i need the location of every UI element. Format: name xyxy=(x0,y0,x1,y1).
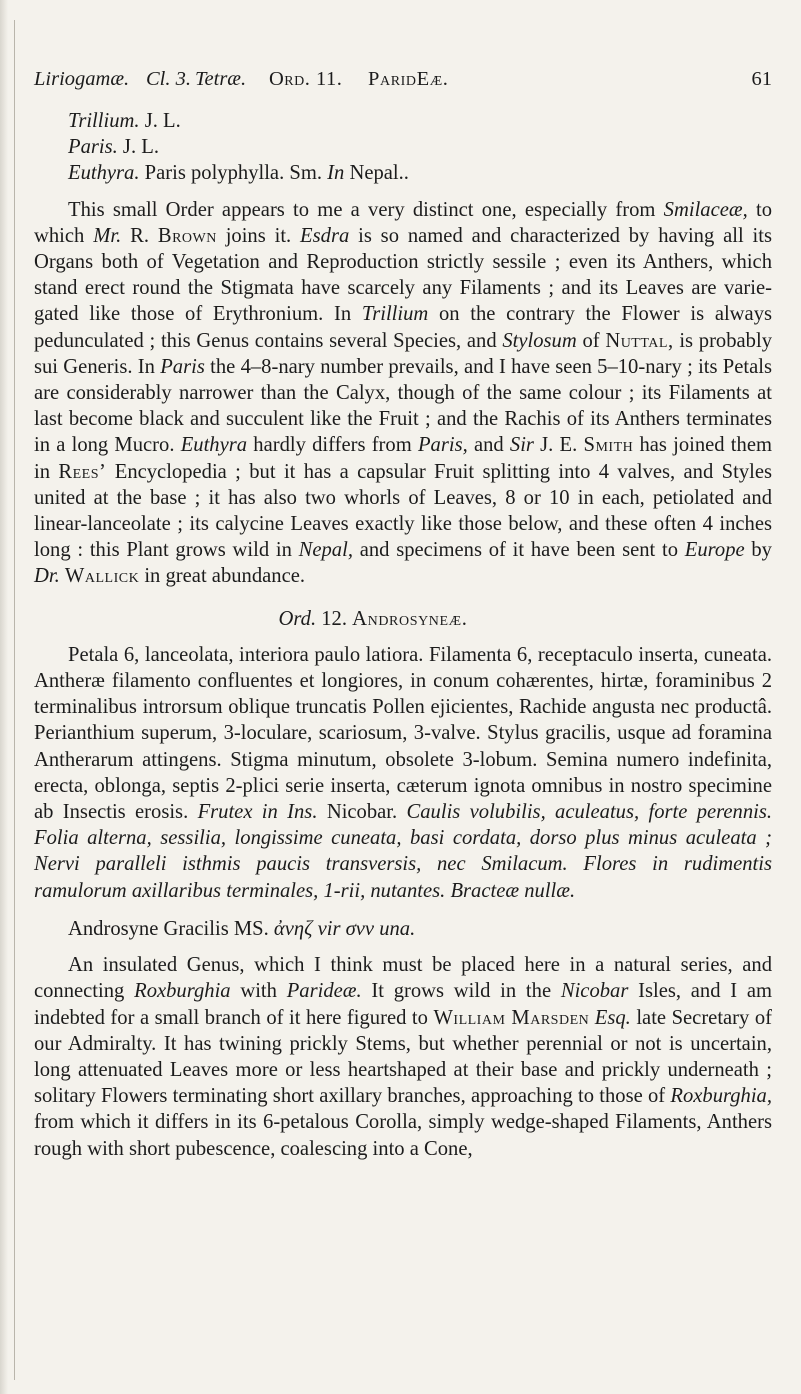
italic-text-run: Roxburghia xyxy=(134,980,231,1003)
order-name: Androsyneæ. xyxy=(352,607,468,630)
italic-text-run: Trillium xyxy=(361,303,429,326)
page-number: 61 xyxy=(751,68,772,90)
text-run: J. E. xyxy=(533,434,584,457)
synonym-locality-prefix: In xyxy=(327,162,345,185)
text-run: the 4–8-nary number prevails, and I have seen 5–10-nary ; its Petals are considerably narrower than the Calyx, though of the same colour ; its Filaments at last become black and succulent like the Fruit ; and the Rachis of its Anthers terminates in a long Mucro. xyxy=(34,355,772,457)
order-number: 12. xyxy=(316,607,353,630)
synonym-name: Euthyra. xyxy=(68,162,140,185)
text-run: Androsyne Gracilis MS. xyxy=(68,917,274,940)
text-run: late Secretary of our Admiralty. It has twining prickly Stems, but whether perennial or not is uncertain, long attenuated Leaves more or less heartshaped at their base and prickly underneath ; solitary Flowers terminating short axillary branches, approaching to those of xyxy=(34,1006,773,1108)
order-label: Ord. xyxy=(278,607,317,630)
small-caps-text-run: Rees’ xyxy=(58,460,107,483)
text-run: R. xyxy=(121,224,158,247)
italic-text-run: Sir xyxy=(509,434,534,457)
text-run: Petala 6, lanceolata, interiora paulo latiora. Filamenta 6, receptaculo inserta, cuneata. Antheræ filamento confluentes et longiores, in conum cohærentes, hirtæ, foraminibus 2 terminalibus introrsum oblique truncatis Pollen ejicientes, Rachide angusta nec productâ. Perianthium superum, 3-loculare, scariosum, 3-valve. Stylus gracilis, usque ad foramina Antherarum attingens. Stigma minutum, obsolete 3-lobum. Semina numero indefinita, erecta, oblonga, septis 2-plici serie inserta, cæterum ignota omnibus in nostro specimine ab Insectis erosis. xyxy=(34,643,772,824)
text-run: in great abundance. xyxy=(139,565,306,588)
genus-name-line xyxy=(34,916,772,942)
page-edge xyxy=(0,0,8,1394)
paragraph-order-remarks xyxy=(34,197,772,590)
italic-text-run: Euthyra xyxy=(180,434,248,457)
italic-text-run: Dr. xyxy=(34,565,60,588)
text-run: is probably sui Generis. In xyxy=(34,329,772,378)
italic-text-run: Esq. xyxy=(594,1006,631,1029)
synonym-authority: J. L. xyxy=(117,136,159,159)
text-run: Nicobar. xyxy=(317,801,407,824)
italic-text-run: Paris, xyxy=(417,434,468,457)
greek-etymology: ἀνηζ xyxy=(273,917,313,940)
text-run: by xyxy=(744,539,772,562)
italic-text-run: Esdra xyxy=(300,224,350,247)
text-run: It grows wild in the xyxy=(361,980,561,1003)
text-run: from which it differs in its 6-petalous Corolla, simply wedge-shaped Filaments, Anthers rough with short pubescence, coalescing into a Cone, xyxy=(34,1111,772,1160)
text-run: to which xyxy=(34,198,772,247)
small-caps-text-run: Brown xyxy=(157,224,217,247)
text-run: An insulated Genus, which I think must be placed here in a natural series, and connecting xyxy=(34,954,772,1003)
synonym-name: Trillium. xyxy=(68,110,140,132)
running-header xyxy=(34,66,772,98)
italic-text-run: Mr. xyxy=(93,224,122,247)
text-run: hardly differs from xyxy=(247,434,418,457)
italic-text-run: Stylosum xyxy=(502,329,577,352)
italic-text-run: Smilaceæ, xyxy=(663,198,748,221)
small-caps-text-run: Smith xyxy=(583,434,634,457)
text-run: Encyclopedia ; but it has a capsular Fruit splitting into 4 valves, and Styles united at the base ; it has also two whorls of Leaves, 8 or 10 in each, petiolated and linear-lanceolate ; its calycine Leaves exactly like those below, and these often 4 inches long : this Plant grows wild in xyxy=(34,460,772,562)
small-caps-text-run: Nuttal, xyxy=(605,329,674,352)
header-family: ParidEæ. xyxy=(368,68,449,90)
synonym-authority: Paris polyphylla. Sm. xyxy=(139,162,328,185)
italic-text-run: Nicobar xyxy=(560,980,629,1003)
text-run: is so named and characterized by having all its Organs both of Vegetation and Reproduction strictly sessile ; even its Anthers, which stand erect round the Stigmata have scarcely any Filaments ; and its Leaves are variegated like those of Erythronium. In xyxy=(34,224,772,326)
text-run: Isles, and I am indebted for a small branch of it here figured to xyxy=(34,980,772,1029)
header-tetr: Tetræ. xyxy=(195,68,247,90)
text-run: This small Order appears to me a very distinct one, especially from xyxy=(68,198,664,221)
text-run: of xyxy=(576,329,606,352)
order-heading xyxy=(34,606,772,632)
text-run: vir σvv una. xyxy=(317,917,416,940)
italic-text-run: Paris xyxy=(160,355,205,378)
synonym-line xyxy=(34,134,772,160)
small-caps-text-run: Wallick xyxy=(64,565,140,588)
header-cl: Cl. 3. xyxy=(146,68,191,90)
synonym-authority: J. L. xyxy=(139,110,181,132)
italic-text-run: Parideæ. xyxy=(286,980,362,1003)
book-page xyxy=(34,0,772,1162)
text-run: and xyxy=(467,434,510,457)
text-run: joins it. xyxy=(216,224,301,247)
italic-text-run: Frutex in Ins. xyxy=(197,801,318,824)
synonym-locality: Nepal.. xyxy=(344,162,409,185)
italic-text-run: Nepal, xyxy=(298,539,353,562)
binding-line xyxy=(14,20,15,1380)
synonym-line xyxy=(34,108,772,134)
header-ord: Ord. 11. xyxy=(269,68,343,90)
italic-text-run: Europe xyxy=(684,539,745,562)
paragraph-genus-remarks xyxy=(34,952,772,1162)
text-run: on the contrary the Flower is always pedunculated ; this Genus contains several Species, and xyxy=(34,303,773,352)
synonym-name: Paris. xyxy=(68,136,118,159)
text-run: has joined them in xyxy=(34,434,772,483)
text-run: and specimens of it have been sent to xyxy=(352,539,685,562)
paragraph-order-description xyxy=(34,642,772,904)
italic-text-run: Caulis volubilis, aculeatus, forte perennis. Folia alterna, sessilia, longissime cuneata, basi cordata, dorso plus minus aculeata ; Nervi paralleli isthmis paucis transversis, nec Smilacum. Flores in rudimentis ramulorum axillaribus terminales, 1-rii, nutantes. Bracteæ nullæ. xyxy=(34,801,773,902)
header-class-name: Liriogamæ. xyxy=(34,68,130,90)
synonym-line xyxy=(34,160,772,186)
small-caps-text-run: William Marsden xyxy=(433,1006,590,1029)
text-run: with xyxy=(230,980,287,1003)
italic-text-run: Roxburghia, xyxy=(670,1085,772,1108)
